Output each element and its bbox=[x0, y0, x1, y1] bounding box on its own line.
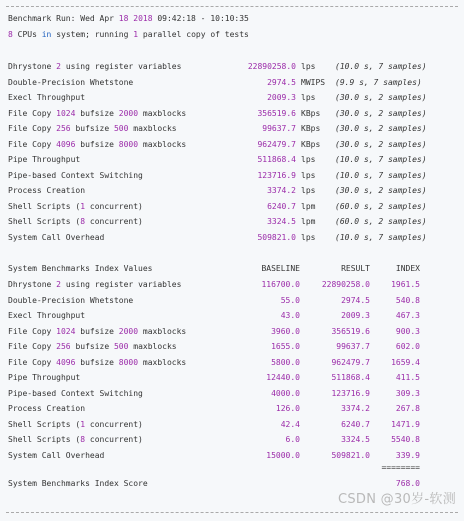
index-row-index: 602.0 bbox=[395, 342, 420, 351]
result-label: Shell Scripts (1 concurrent) bbox=[8, 201, 143, 211]
result-value: 99637.7 bbox=[262, 124, 296, 133]
run-prefix: Benchmark Run: Wed Apr bbox=[8, 14, 119, 23]
result-unit: lps bbox=[301, 232, 316, 242]
index-row-result: 509821.0 bbox=[331, 450, 370, 460]
result-detail: (60.0 s, 2 samples) bbox=[335, 201, 427, 211]
result-value: 3324.5 bbox=[267, 217, 296, 226]
index-row-index: 1471.9 bbox=[391, 419, 420, 429]
result-detail: (30.0 s, 2 samples) bbox=[335, 139, 427, 149]
bottom-dashed-rule bbox=[6, 512, 458, 513]
index-row-baseline: 5800.0 bbox=[271, 357, 300, 367]
result-detail: (10.0 s, 7 samples) bbox=[335, 232, 427, 242]
index-row-result: 123716.9 bbox=[331, 388, 370, 398]
index-row-index: 1659.4 bbox=[391, 357, 420, 367]
index-row-baseline: 1655.0 bbox=[271, 342, 300, 351]
result-value: 6240.7 bbox=[267, 201, 296, 211]
result-detail: (10.0 s, 7 samples) bbox=[335, 170, 427, 180]
index-row-baseline: 42.4 bbox=[280, 419, 300, 429]
top-dashed-rule bbox=[6, 6, 458, 7]
watermark-text: CSDN @30岁-软测 bbox=[337, 492, 456, 507]
index-row-index: 309.3 bbox=[395, 388, 420, 398]
col-baseline-header: BASELINE bbox=[261, 264, 300, 273]
index-row-result: 99637.7 bbox=[336, 342, 370, 351]
cpu-count: 8 bbox=[8, 30, 13, 39]
index-row-index: 339.9 bbox=[395, 450, 420, 460]
run-year: 2018 bbox=[133, 14, 153, 23]
result-label: File Copy 1024 bufsize 2000 maxblocks bbox=[8, 108, 187, 118]
cpu-info-line bbox=[8, 29, 249, 41]
result-label: Dhrystone 2 using register variables bbox=[8, 62, 182, 71]
result-detail: (60.0 s, 2 samples) bbox=[335, 217, 427, 226]
result-value: 356519.6 bbox=[257, 108, 296, 118]
result-value: 2974.5 bbox=[267, 77, 296, 87]
index-row-index: 540.8 bbox=[395, 295, 420, 305]
result-value: 511868.4 bbox=[257, 155, 296, 164]
index-row-index: 5540.8 bbox=[391, 435, 420, 444]
index-row-label: Process Creation bbox=[8, 404, 86, 413]
result-value: 22890258.0 bbox=[247, 62, 296, 71]
result-value: 2009.3 bbox=[267, 93, 296, 102]
result-unit: lps bbox=[301, 62, 316, 71]
index-row-index: 1961.5 bbox=[391, 280, 420, 289]
benchmark-run-line bbox=[8, 13, 249, 25]
index-row-label: File Copy 1024 bufsize 2000 maxblocks bbox=[8, 326, 187, 336]
index-row-label: File Copy 4096 bufsize 8000 maxblocks bbox=[8, 357, 187, 367]
index-row-index: 267.8 bbox=[395, 404, 420, 413]
cpu-text-b: system; running bbox=[51, 30, 134, 39]
cpu-text-c: parallel copy of tests bbox=[138, 30, 249, 39]
index-row-result: 6240.7 bbox=[341, 419, 370, 429]
index-row-baseline: 12440.0 bbox=[266, 373, 300, 382]
index-row-baseline: 55.0 bbox=[280, 295, 300, 305]
index-row-baseline: 6.0 bbox=[285, 435, 300, 444]
index-separator: ======== bbox=[381, 463, 420, 472]
index-row-label: System Call Overhead bbox=[8, 450, 105, 460]
result-unit: lps bbox=[301, 93, 316, 102]
result-detail: (9.9 s, 7 samples) bbox=[335, 77, 422, 87]
index-row-baseline: 4000.0 bbox=[271, 388, 300, 398]
index-row-result: 3374.2 bbox=[341, 404, 370, 413]
result-detail: (30.0 s, 2 samples) bbox=[335, 93, 427, 102]
index-row-label: Double-Precision Whetstone bbox=[8, 295, 134, 305]
index-row-result: 22890258.0 bbox=[321, 280, 370, 289]
index-row-label: Pipe-based Context Switching bbox=[8, 388, 143, 398]
result-label: Double-Precision Whetstone bbox=[8, 77, 134, 87]
result-unit: MWIPS bbox=[301, 77, 326, 87]
parallel-count: 1 bbox=[133, 30, 139, 39]
result-value: 3374.2 bbox=[267, 186, 296, 195]
index-row-baseline: 116700.0 bbox=[261, 280, 300, 289]
result-label: System Call Overhead bbox=[8, 232, 105, 242]
index-row-label: Execl Throughput bbox=[8, 311, 86, 320]
result-label: Shell Scripts (8 concurrent) bbox=[8, 217, 143, 226]
index-row-result: 2009.3 bbox=[341, 311, 370, 320]
index-row-label: Dhrystone 2 using register variables bbox=[8, 280, 182, 289]
result-unit: KBps bbox=[301, 139, 321, 149]
result-label: Process Creation bbox=[8, 186, 86, 195]
index-row-baseline: 15000.0 bbox=[266, 450, 300, 460]
score-value: 768.0 bbox=[395, 479, 420, 488]
keyword-in: in bbox=[41, 30, 52, 39]
index-row-label: Shell Scripts (8 concurrent) bbox=[8, 435, 143, 444]
result-detail: (10.0 s, 7 samples) bbox=[335, 62, 427, 71]
index-row-baseline: 3960.0 bbox=[271, 326, 300, 336]
result-unit: lpm bbox=[301, 201, 316, 211]
result-value: 962479.7 bbox=[257, 139, 296, 149]
index-row-index: 467.3 bbox=[395, 311, 420, 320]
result-label: Pipe Throughput bbox=[8, 155, 81, 164]
col-index-header: INDEX bbox=[395, 264, 420, 273]
col-result-header: RESULT bbox=[341, 264, 370, 273]
result-unit: lps bbox=[301, 170, 316, 180]
index-row-result: 962479.7 bbox=[331, 357, 370, 367]
score-label: System Benchmarks Index Score bbox=[8, 479, 148, 488]
result-label: File Copy 256 bufsize 500 maxblocks bbox=[8, 124, 177, 133]
result-detail: (30.0 s, 2 samples) bbox=[335, 124, 427, 133]
result-label: File Copy 4096 bufsize 8000 maxblocks bbox=[8, 139, 187, 149]
index-row-result: 511868.4 bbox=[331, 373, 370, 382]
result-unit: KBps bbox=[301, 108, 321, 118]
result-unit: lps bbox=[301, 186, 316, 195]
result-unit: lpm bbox=[301, 217, 316, 226]
index-row-index: 411.5 bbox=[395, 373, 420, 382]
index-row-result: 356519.6 bbox=[331, 326, 370, 336]
result-value: 123716.9 bbox=[257, 170, 296, 180]
result-detail: (30.0 s, 2 samples) bbox=[335, 186, 427, 195]
index-row-baseline: 43.0 bbox=[280, 311, 300, 320]
run-time: 09:42:18 - 10:10:35 bbox=[152, 14, 249, 23]
result-detail: (10.0 s, 7 samples) bbox=[335, 155, 427, 164]
index-row-result: 3324.5 bbox=[341, 435, 370, 444]
index-row-result: 2974.5 bbox=[341, 295, 370, 305]
result-unit: KBps bbox=[301, 124, 321, 133]
result-detail: (30.0 s, 2 samples) bbox=[335, 108, 427, 118]
result-label: Pipe-based Context Switching bbox=[8, 170, 143, 180]
index-title: System Benchmarks Index Values bbox=[8, 264, 153, 273]
index-row-label: File Copy 256 bufsize 500 maxblocks bbox=[8, 342, 177, 351]
cpu-text-a: CPUs bbox=[12, 30, 42, 39]
run-day: 18 bbox=[118, 14, 129, 23]
index-row-label: Pipe Throughput bbox=[8, 373, 81, 382]
index-row-baseline: 126.0 bbox=[275, 404, 300, 413]
result-value: 509821.0 bbox=[257, 232, 296, 242]
index-row-label: Shell Scripts (1 concurrent) bbox=[8, 419, 143, 429]
result-unit: lps bbox=[301, 155, 316, 164]
result-label: Execl Throughput bbox=[8, 93, 86, 102]
index-row-index: 900.3 bbox=[395, 326, 420, 336]
